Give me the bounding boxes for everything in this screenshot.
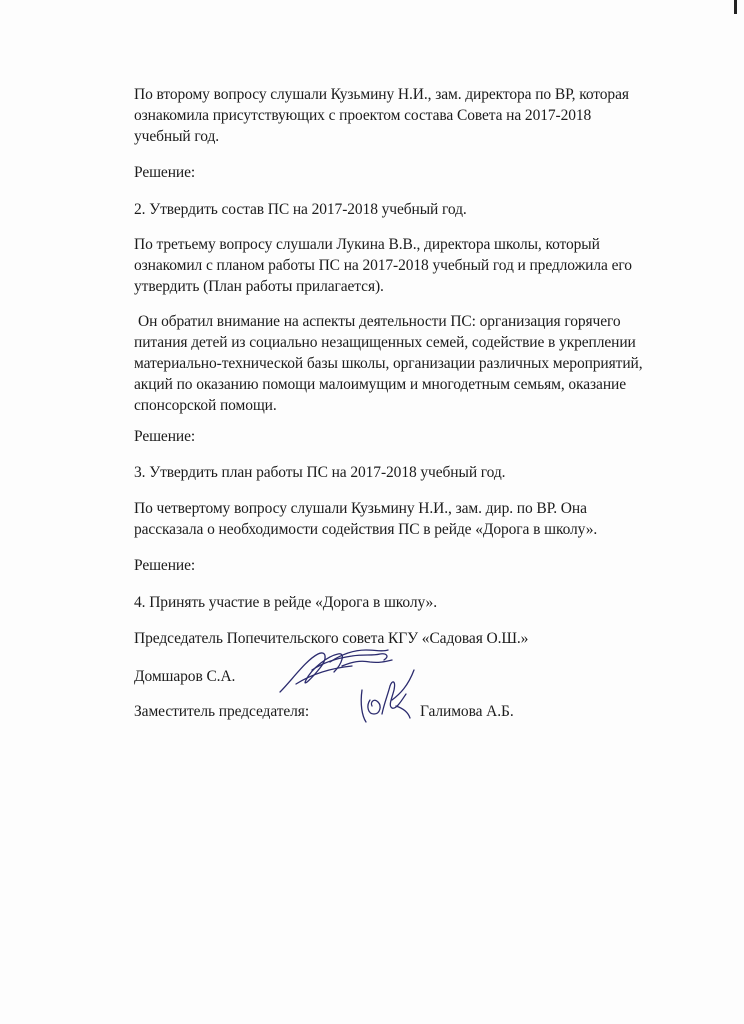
para1-line2: ознакомила присутствующих с проектом состава Совета на 2017-2018 <box>134 107 592 124</box>
scan-edge-mark <box>734 0 737 14</box>
para3-line5: спонсорской помощи. <box>134 397 277 414</box>
decision1-label: Решение: <box>134 164 196 181</box>
para2-line1: По третьему вопросу слушали Лукина В.В., директора школы, который <box>134 236 600 253</box>
para4-line2: рассказала о необходимости содействия ПС в рейде «Дорога в школу». <box>134 521 598 538</box>
decision2-label: Решение: <box>134 428 196 445</box>
deputy-signature-icon <box>352 660 422 730</box>
para3-line2: питания детей из социально незащищенных семей, содействие в укреплении <box>134 334 636 351</box>
deputy-label: Заместитель председателя: <box>134 703 310 720</box>
para3-line4: акций по оказанию помощи малоимущим и многодетным семьям, оказание <box>134 376 626 393</box>
para2-line3: утвердить (План работы прилагается). <box>134 278 384 295</box>
decision3-text: 4. Принять участие в рейде «Дорога в школу». <box>134 594 437 611</box>
para3-line1: Он обратил внимание на аспекты деятельности ПС: организация горячего <box>138 313 621 330</box>
para3-line3: материально-технической базы школы, организации различных мероприятий, <box>134 355 643 372</box>
para1-line1: По второму вопросу слушали Кузьмину Н.И., зам. директора по ВР, которая <box>134 86 629 103</box>
decision1-text: 2. Утвердить состав ПС на 2017-2018 учебный год. <box>134 201 467 218</box>
para4-line1: По четвертому вопросу слушали Кузьмину Н.И., зам. дир. по ВР. Она <box>134 500 587 517</box>
para2-line2: ознакомил с планом работы ПС на 2017-2018 учебный год и предложила его <box>134 257 632 274</box>
chairman-title: Председатель Попечительского совета КГУ «Садовая О.Ш.» <box>134 630 529 647</box>
chairman-name: Домшаров С.А. <box>134 668 236 685</box>
decision2-text: 3. Утвердить план работы ПС на 2017-2018 учебный год. <box>134 464 506 481</box>
para1-line3: учебный год. <box>134 128 220 145</box>
decision3-label: Решение: <box>134 557 196 574</box>
deputy-name: Галимова А.Б. <box>420 703 514 720</box>
